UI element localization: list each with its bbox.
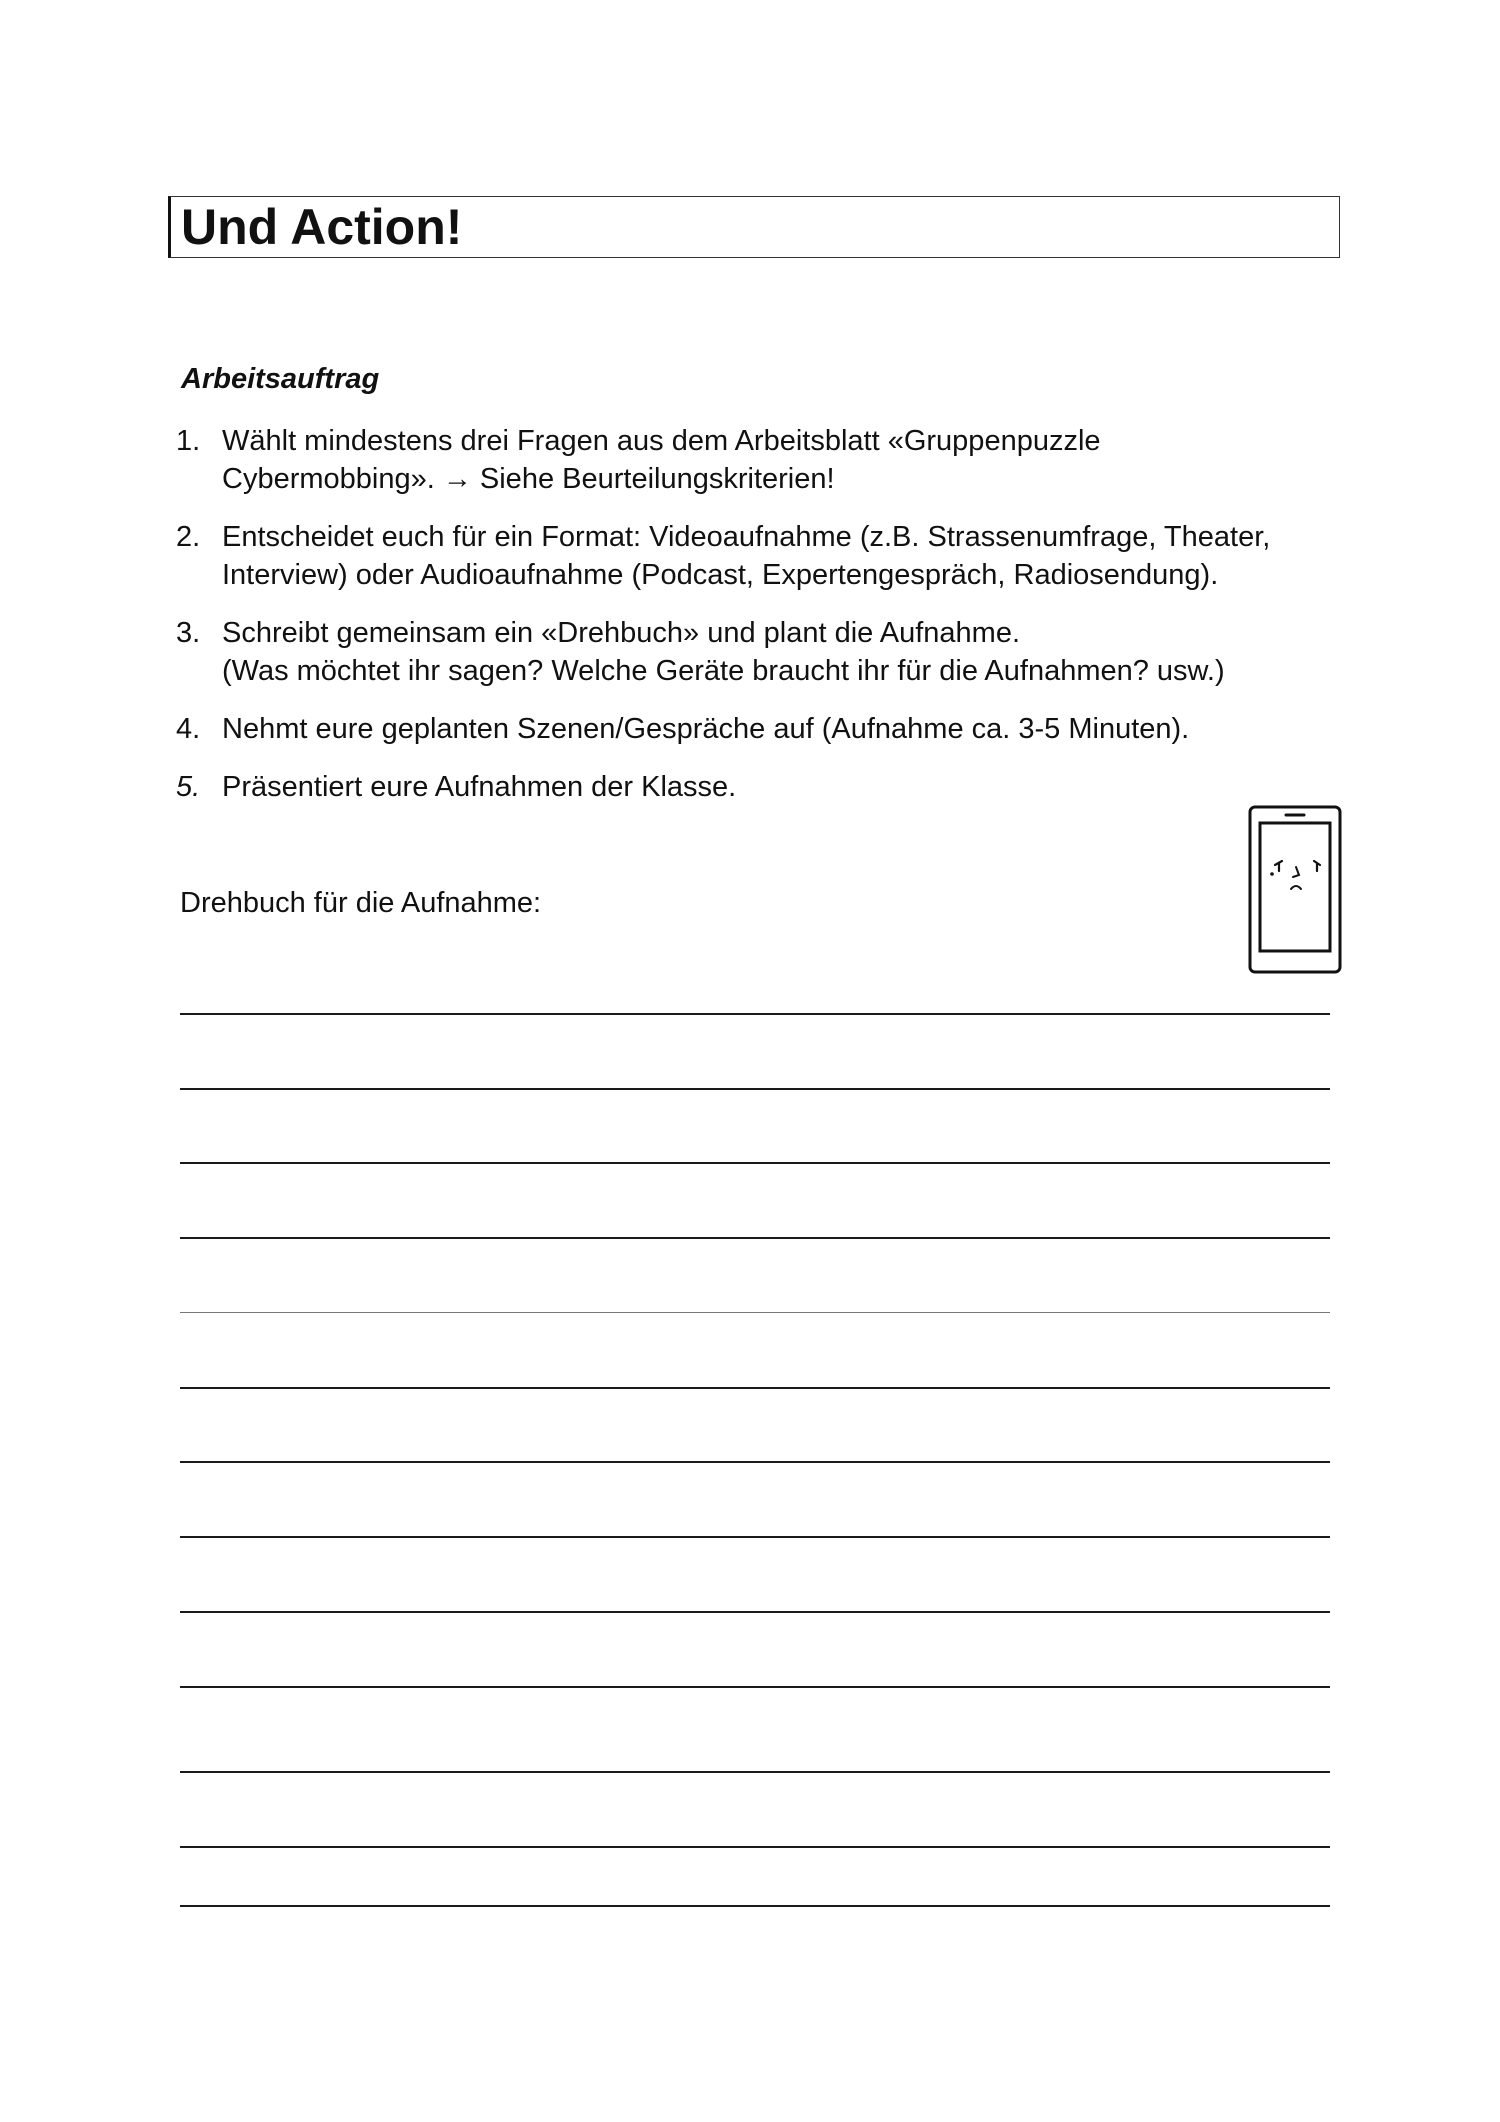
writing-line[interactable]: [180, 1771, 1330, 1773]
task-number: 1.: [176, 425, 201, 457]
task-number: 2.: [176, 521, 201, 553]
task-item-3: [176, 614, 1346, 690]
writing-line[interactable]: [180, 1162, 1330, 1164]
task-number: 4.: [176, 713, 201, 745]
writing-line[interactable]: [180, 1088, 1330, 1090]
task-number: 5.: [176, 771, 201, 803]
task-item-1: [176, 422, 1346, 498]
task-item-4: [176, 710, 1346, 748]
sad-phone-icon: [1248, 805, 1342, 974]
writing-line[interactable]: [180, 1905, 1330, 1907]
task-text-line: Cybermobbing». → Siehe Beurteilungskriterien!: [222, 463, 835, 495]
task-text-line: Präsentiert eure Aufnahmen der Klasse.: [222, 771, 737, 803]
writing-line[interactable]: [180, 1686, 1330, 1688]
task-text-line: Interview) oder Audioaufnahme (Podcast, Expertengespräch, Radiosendung).: [222, 559, 1219, 591]
writing-line[interactable]: [180, 1461, 1330, 1463]
task-text-line: (Was möchtet ihr sagen? Welche Geräte braucht ihr für die Aufnahmen? usw.): [222, 655, 1225, 687]
task-text-line: Entscheidet euch für ein Format: Videoaufnahme (z.B. Strassenumfrage, Theater,: [222, 521, 1271, 553]
task-text-line: Nehmt eure geplanten Szenen/Gespräche auf (Aufnahme ca. 3-5 Minuten).: [222, 713, 1190, 745]
writing-line[interactable]: [180, 1013, 1330, 1015]
writing-line[interactable]: [180, 1846, 1330, 1848]
writing-line[interactable]: [180, 1312, 1330, 1313]
task-heading: Arbeitsauftrag: [181, 363, 380, 395]
title-box: [168, 196, 1340, 258]
task-list: [176, 422, 1346, 826]
task-item-5: [176, 768, 1346, 806]
task-item-2: [176, 518, 1346, 594]
task-text-line: Schreibt gemeinsam ein «Drehbuch» und plant die Aufnahme.: [222, 617, 1021, 649]
writing-line[interactable]: [180, 1237, 1330, 1239]
task-number: 3.: [176, 617, 201, 649]
script-label: Drehbuch für die Aufnahme:: [180, 887, 542, 919]
task-text-line: Wählt mindestens drei Fragen aus dem Arbeitsblatt «Gruppenpuzzle: [222, 425, 1101, 457]
page-title: Und Action!: [181, 199, 463, 255]
writing-line[interactable]: [180, 1387, 1330, 1389]
writing-line[interactable]: [180, 1536, 1330, 1538]
writing-line[interactable]: [180, 1611, 1330, 1613]
